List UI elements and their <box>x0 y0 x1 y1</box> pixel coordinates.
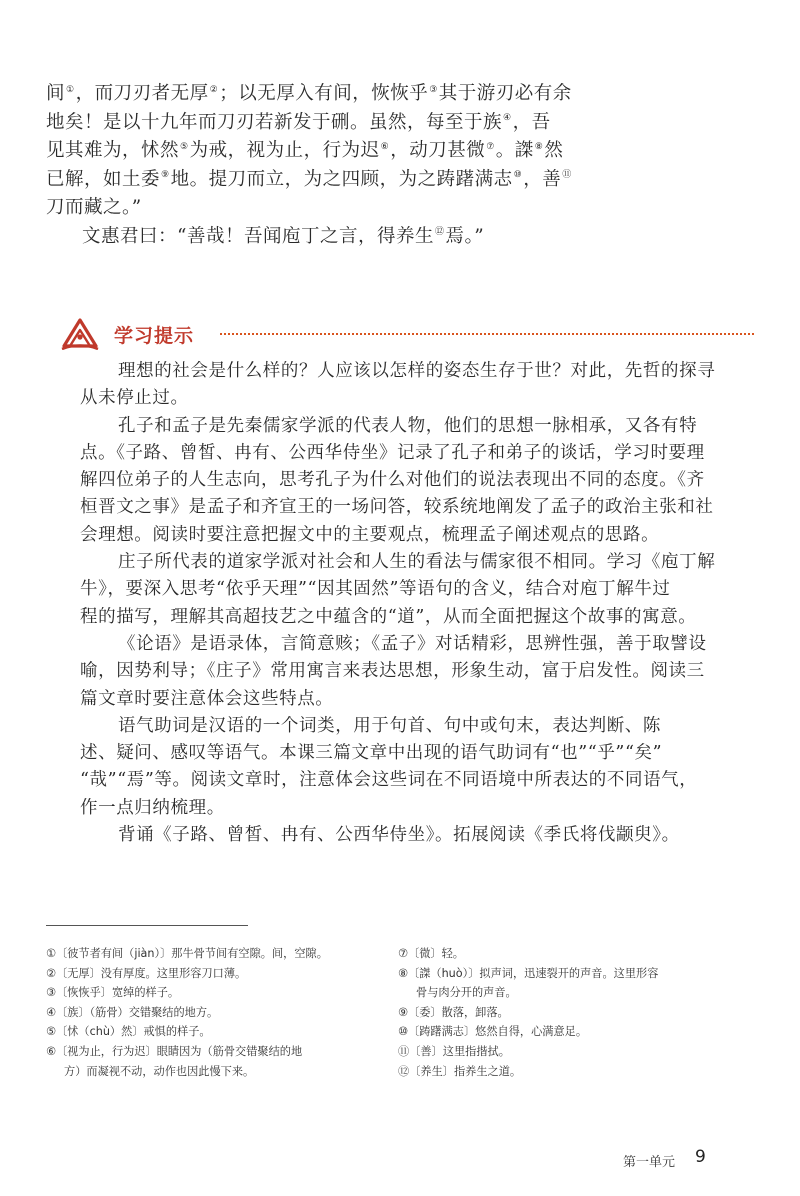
tips-line: 语气助词是汉语的一个词类，用于句首、句中或句末，表达判断、陈 <box>118 715 661 736</box>
footnote: ⑤〔怵（chù）然〕戒惧的样子。 <box>46 1025 211 1039</box>
footnote: ⑪〔善〕这里指揩拭。 <box>398 1044 510 1058</box>
tips-line: 点。《子路、曾皙、冉有、公西华侍坐》记录了孔子和弟子的谈话，学习时要理 <box>80 442 705 463</box>
footnote-ref[interactable]: ① <box>66 84 75 95</box>
tips-line: 桓晋文之事》是孟子和齐宣王的一场问答，较系统地阐发了孟子的政治主张和社 <box>80 497 714 518</box>
footnote: ②〔无厚〕没有厚度。这里形容刀口薄。 <box>46 966 247 980</box>
tips-line: 述、疑问、感叹等语气。本课三篇文章中出现的语气助词有“也”“乎”“矣” <box>80 743 663 764</box>
passage-line: 间①，而刀刃者无厚②；以无厚入有间，恢恢乎③其于游刃必有余 <box>46 83 572 104</box>
footnote-ref[interactable]: ③ <box>429 84 438 95</box>
tips-line: 篇文章时要注意体会这些特点。 <box>80 688 334 709</box>
tips-line: 从未停止过。 <box>80 388 189 409</box>
footnotes-left <box>46 944 376 1081</box>
footnote-divider <box>46 925 248 926</box>
footnote-ref[interactable]: ⑥ <box>380 141 390 152</box>
footnote: ⑨〔委〕散落，卸落。 <box>398 1005 509 1019</box>
tips-line: 解四位弟子的人生志向，思考孔子为什么对他们的说法表现出不同的态度。《齐 <box>80 470 705 491</box>
footnote: ⑫〔养生〕指养生之道。 <box>398 1064 522 1078</box>
footnote-ref[interactable]: ⑤ <box>180 141 189 152</box>
footnote: ③〔恢恢乎〕宽绰的样子。 <box>46 986 180 1000</box>
tips-line: “哉”“焉”等。阅读文章时，注意体会这些词在不同语境中所表达的不同语气， <box>80 770 698 791</box>
tips-line: 作一点归纳梳理。 <box>80 797 225 818</box>
tips-line: 孔子和孟子是先秦儒家学派的代表人物，他们的思想一脉相承，又各有特 <box>118 415 698 436</box>
study-tips-title: 学习提示 <box>114 325 195 347</box>
tips-line: 庄子所代表的道家学派对社会和人生的看法与儒家很不相同。学习《庖丁解 <box>118 552 716 573</box>
footnote-ref[interactable]: ⑨ <box>161 170 170 181</box>
unit-label: 第一单元 <box>623 1155 676 1170</box>
tips-line: 喻，因势利导；《庄子》常用寓言来表达思想，形象生动，富于启发性。阅读三 <box>80 661 705 682</box>
footnote-ref[interactable]: ② <box>209 84 219 95</box>
footnote: ⑩〔踌躇满志〕悠然自得，心满意足。 <box>398 1025 588 1039</box>
footnote-ref[interactable]: ⑩ <box>513 170 523 181</box>
footnotes-right <box>398 944 728 1081</box>
footnote: 方）而凝视不动，动作也因此慢下来。 <box>64 1064 255 1078</box>
dotted-divider <box>220 333 754 335</box>
footnote: ①〔彼节者有间（jiàn）〕那牛骨节间有空隙。间，空隙。 <box>46 947 328 960</box>
passage-text <box>46 80 572 251</box>
footnote: ⑧〔謋（huò）〕拟声词，迅速裂开的声音。这里形容 <box>398 966 659 980</box>
footnote: ⑦〔微〕轻。 <box>398 947 464 960</box>
page-number: 9 <box>695 1147 706 1167</box>
study-tips-icon <box>60 316 100 350</box>
tips-line: 牛》，要深入思考“依乎天理”“因其固然”等语句的含义，结合对庖丁解牛过 <box>80 579 671 600</box>
passage-line: 刀而藏之。” <box>46 197 142 218</box>
footnote: 骨与肉分开的声音。 <box>416 986 517 1000</box>
passage-line: 地矣！是以十九年而刀刃若新发于硎。虽然，每至于族④，吾 <box>46 111 551 133</box>
footnote-ref[interactable]: ⑫ <box>434 227 445 238</box>
footnote: ⑥〔视为止，行为迟〕眼睛因为（筋骨交错聚结的地 <box>46 1044 303 1058</box>
passage-line: 见其难为，怵然⑤为戒，视为止，行为迟⑥，动刀甚微⑦。謋⑧然 <box>46 140 564 161</box>
tips-line: 理想的社会是什么样的？人应该以怎样的姿态生存于世？对此，先哲的探寻 <box>118 361 716 381</box>
passage-line: 文惠君曰：“善哉！吾闻庖丁之言，得养生⑫焉。” <box>82 225 485 247</box>
tips-line: 背诵《子路、曾皙、冉有、公西华侍坐》。拓展阅读《季氏将伐颛臾》。 <box>118 825 680 846</box>
study-tips-header <box>60 316 754 350</box>
passage-line: 已解，如土委⑨地。提刀而立，为之四顾，为之踌躇满志⑩，善⑪ <box>46 168 572 190</box>
footnote-ref[interactable]: ⑧ <box>534 141 544 152</box>
tips-line: 会理想。阅读时要注意把握文中的主要观点，梳理孟子阐述观点的思路。 <box>80 524 660 545</box>
footnote: ④〔族〕（筋骨）交错聚结的地方。 <box>46 1005 219 1019</box>
footnote-ref[interactable]: ④ <box>503 113 512 124</box>
footnote-ref[interactable]: ⑦ <box>486 141 495 152</box>
tips-line: 程的描写，理解其高超技艺之中蕴含的“道”，从而全面把握这个故事的寓意。 <box>80 606 697 627</box>
tips-line: 《论语》是语录体，言简意赅；《孟子》对话精彩，思辨性强，善于取譬设 <box>118 633 707 654</box>
footnote-ref[interactable]: ⑪ <box>562 170 572 181</box>
study-tips-body <box>80 358 716 849</box>
